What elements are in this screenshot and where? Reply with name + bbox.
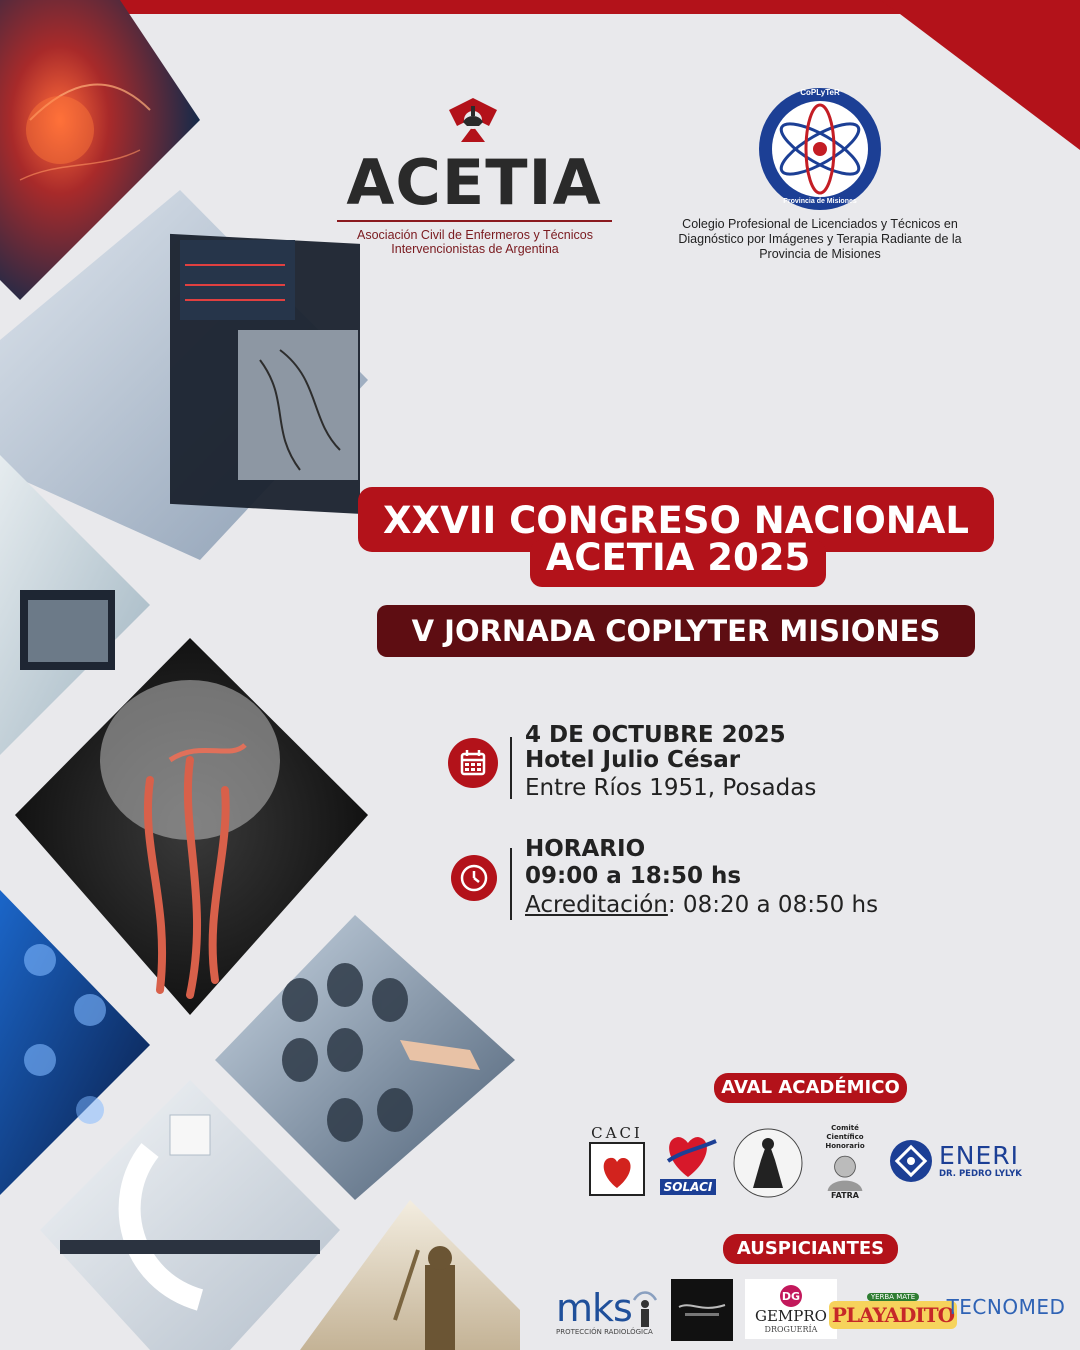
playadito-top-text: YERBA MATE [867,1293,919,1301]
fatra-portrait-icon [821,1151,869,1191]
eneri-text: ENERI [939,1141,1020,1170]
solaci-logo-text: SOLACI [660,1179,717,1195]
comite-text: Comité Científico Honorario [825,1124,865,1150]
date-divider [510,737,512,799]
caci-logo [587,1122,647,1198]
fatra-logo [812,1124,878,1200]
schedule-divider [510,848,512,920]
coplyter-text-line1: Colegio Profesional de Licenciados y Técnicos en [682,217,958,231]
caci-heart-icon [589,1142,645,1196]
coplyter-text-line2: Diagnóstico por Imágenes y Terapia Radiante de la [678,232,962,246]
playadito-logo [831,1282,955,1340]
mks-text: mks [556,1286,632,1330]
subtitle-text: V JORNADA COPLYTER MISIONES [411,614,941,648]
schedule-label: HORARIO [525,836,646,862]
gempro-logo [745,1279,837,1339]
sponsors-label-pill: AUSPICIANTES [723,1234,898,1264]
tecnomed-text: TECNOMED [946,1295,1066,1319]
event-date: 4 DE OCTUBRE 2025 [525,722,786,748]
acetia-subtitle-line2: Intervencionistas de Argentina [391,242,559,256]
acetia-subtitle-line1: Asociación Civil de Enfermeros y Técnicos [357,228,593,242]
solaci-heart-icon [658,1131,718,1179]
mks-logo [556,1283,660,1341]
coplyter-seal-top-text: CoPLyTeR [800,88,840,97]
gempro-emblem-icon [776,1284,806,1308]
tecnomed-logo [946,1290,1066,1324]
coplyter-text-line3: Provincia de Misiones [759,247,881,261]
calendar-icon [448,738,498,788]
eneri-emblem-icon [888,1138,934,1184]
accreditation-time: : 08:20 a 08:50 hs [667,892,879,918]
coplyter-seal-bottom-text: Provincia de Misiones [783,198,857,205]
schedule-time: 09:00 a 18:50 hs [525,863,742,889]
event-venue: Hotel Julio César [525,747,741,773]
coplyter-seal-icon [757,86,883,212]
gempro-text: GEMPRO [755,1307,827,1325]
accreditation-line [525,892,878,918]
eneri-logo [888,1138,1036,1184]
caci-logo-text: CACI [591,1124,643,1142]
clock-icon [451,855,497,901]
acetia-logo-text: ACETIA [346,146,602,219]
solaci-logo [657,1128,719,1198]
mks-figure-icon [632,1288,658,1328]
accreditation-label: Acreditación [525,892,668,918]
top-right-triangle [880,0,1080,160]
black-sponsor-logo [671,1279,733,1341]
fatra-text: FATRA [831,1191,859,1200]
svg-text:DG: DG [781,1290,801,1303]
playadito-text: PLAYADITO [829,1301,957,1329]
acetia-emblem-icon [441,92,505,150]
gempro-sub-text: DROGUERÍA [764,1325,818,1334]
federation-logo [731,1126,805,1200]
title-line2: ACETIA 2025 [545,536,811,579]
event-address: Entre Ríos 1951, Posadas [525,775,817,801]
aval-label-pill: AVAL ACADÉMICO [714,1073,907,1103]
acetia-underline [337,220,612,222]
title-line1: XXVII CONGRESO NACIONAL [383,499,969,542]
eneri-sub-text: DR. PEDRO LYLYK [939,1169,1022,1179]
mks-sub-text: PROTECCIÓN RADIOLÓGICA [556,1328,653,1336]
